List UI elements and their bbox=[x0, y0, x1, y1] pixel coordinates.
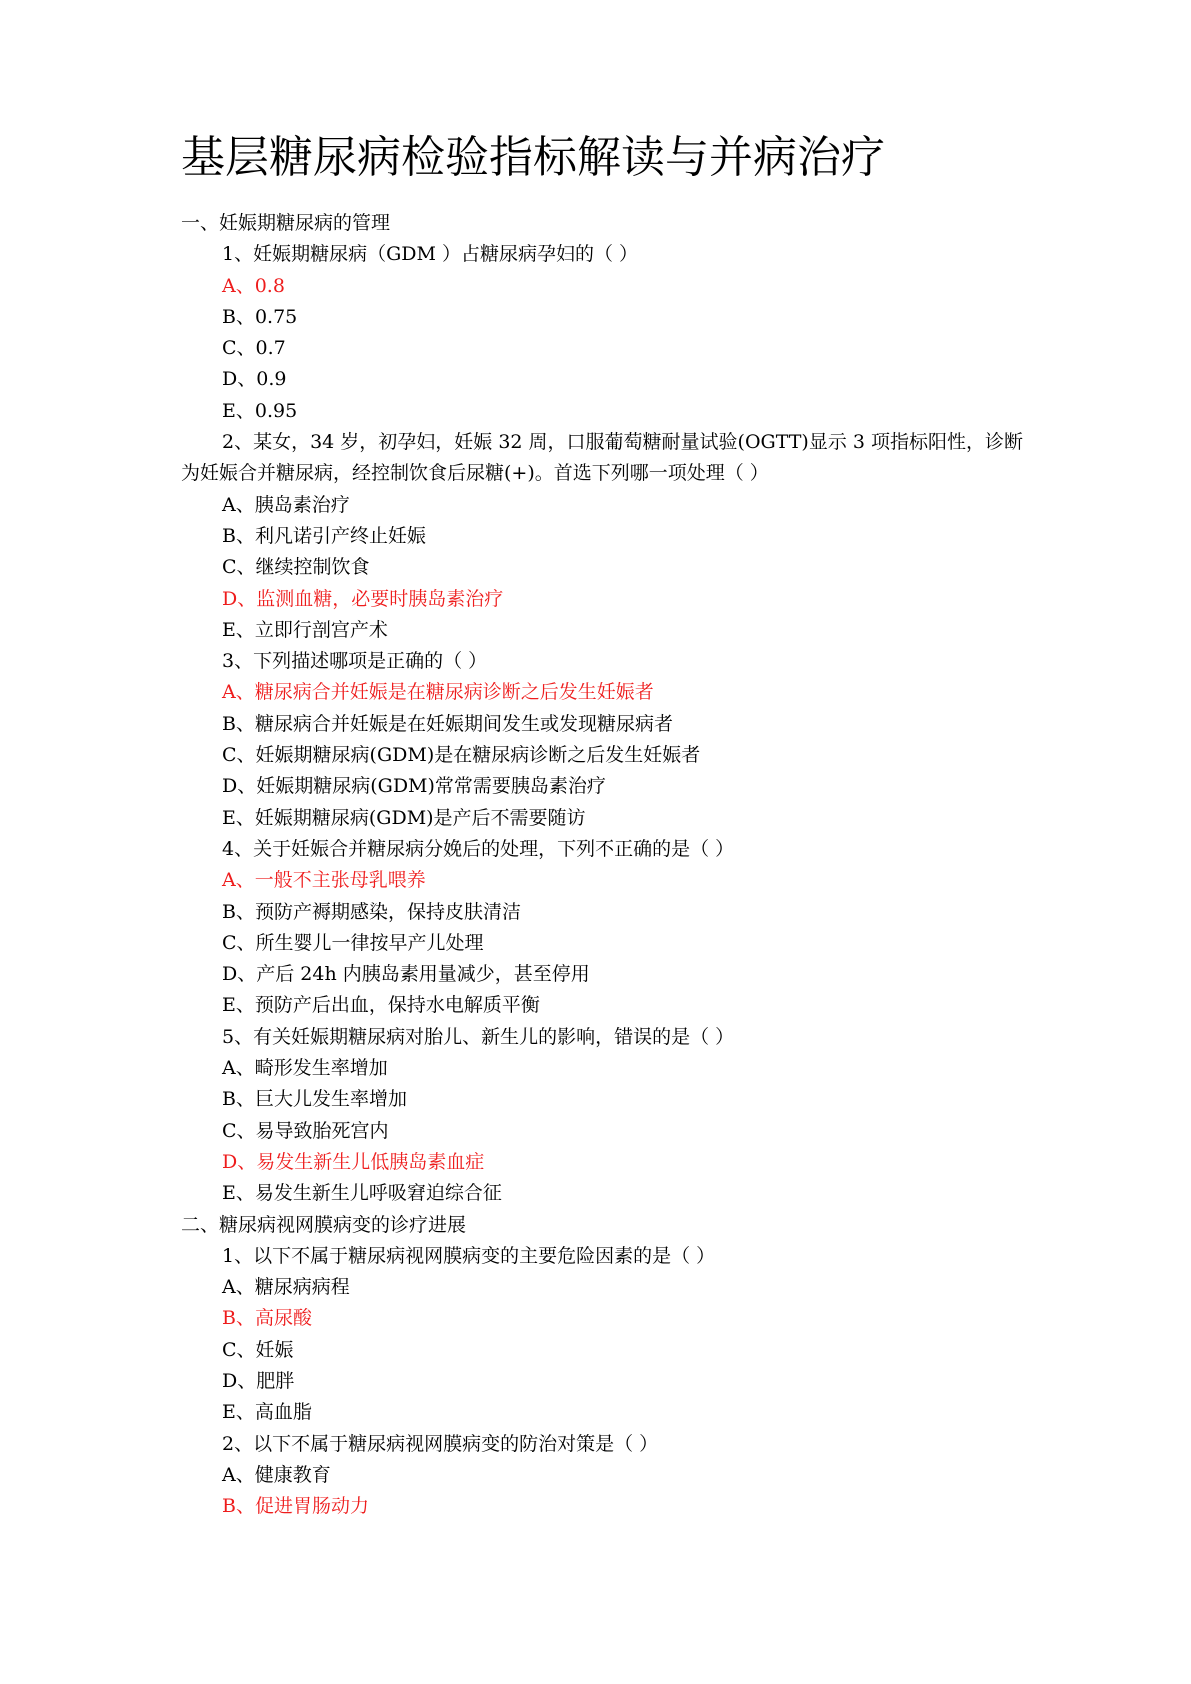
option-line: B、预防产褥期感染，保持皮肤清洁 bbox=[222, 900, 521, 923]
option-line: B、0.75 bbox=[222, 305, 298, 328]
question-text: 1、以下不属于糖尿病视网膜病变的主要危险因素的是（ ） bbox=[222, 1244, 716, 1267]
question-text: 2、以下不属于糖尿病视网膜病变的防治对策是（ ） bbox=[222, 1432, 659, 1455]
option-line: D、妊娠期糖尿病(GDM)常常需要胰岛素治疗 bbox=[222, 775, 606, 798]
document-title: 基层糖尿病检验指标解读与并病治疗 bbox=[181, 132, 885, 183]
question-text: 1、妊娠期糖尿病（GDM ）占糖尿病孕妇的（ ） bbox=[222, 243, 639, 266]
option-line: A、糖尿病病程 bbox=[222, 1276, 350, 1299]
option-line: D、0.9 bbox=[222, 368, 287, 391]
option-line: A、畸形发生率增加 bbox=[222, 1057, 388, 1080]
option-line: E、妊娠期糖尿病(GDM)是产后不需要随访 bbox=[222, 806, 586, 829]
correct-answer-option: B、促进胃肠动力 bbox=[222, 1495, 369, 1518]
option-line: C、0.7 bbox=[222, 337, 286, 360]
correct-answer-option: D、监测血糖，必要时胰岛素治疗 bbox=[222, 587, 504, 610]
question-text: 4、关于妊娠合并糖尿病分娩后的处理，下列不正确的是（ ） bbox=[222, 837, 735, 860]
correct-answer-option: B、高尿酸 bbox=[222, 1307, 312, 1330]
option-line: C、妊娠期糖尿病(GDM)是在糖尿病诊断之后发生妊娠者 bbox=[222, 744, 701, 767]
question-text: 2、某女，34 岁，初孕妇，妊娠 32 周，口服葡萄糖耐量试验(OGTT)显示 3 项指标阳性，诊断为妊娠合并糖尿病，经控制饮食后尿糖(+)。首选下列哪一项处理（ ） bbox=[181, 431, 1024, 485]
correct-answer-option: D、易发生新生儿低胰岛素血症 bbox=[222, 1150, 485, 1173]
option-line: B、利凡诺引产终止妊娠 bbox=[222, 524, 426, 547]
option-line: E、预防产后出血，保持水电解质平衡 bbox=[222, 994, 540, 1017]
correct-answer-option: A、0.8 bbox=[222, 274, 285, 297]
option-line: E、高血脂 bbox=[222, 1401, 312, 1424]
option-line: E、立即行剖宫产术 bbox=[222, 618, 388, 641]
correct-answer-option: A、糖尿病合并妊娠是在糖尿病诊断之后发生妊娠者 bbox=[222, 681, 654, 704]
section-heading: 二、糖尿病视网膜病变的诊疗进展 bbox=[181, 1213, 467, 1236]
question-text: 3、下列描述哪项是正确的（ ） bbox=[222, 650, 488, 673]
option-line: D、肥胖 bbox=[222, 1369, 295, 1392]
correct-answer-option: A、一般不主张母乳喂养 bbox=[222, 869, 426, 892]
section-heading: 一、妊娠期糖尿病的管理 bbox=[181, 212, 391, 234]
option-line: B、糖尿病合并妊娠是在妊娠期间发生或发现糖尿病者 bbox=[222, 712, 673, 735]
option-line: A、健康教育 bbox=[222, 1463, 331, 1486]
question-list bbox=[181, 208, 1031, 1522]
option-line: E、0.95 bbox=[222, 399, 298, 422]
option-line: B、巨大儿发生率增加 bbox=[222, 1088, 407, 1111]
option-line: C、继续控制饮食 bbox=[222, 556, 370, 579]
option-line: E、易发生新生儿呼吸窘迫综合征 bbox=[222, 1182, 502, 1205]
option-line: C、所生婴儿一律按早产儿处理 bbox=[222, 931, 484, 954]
question-text: 5、有关妊娠期糖尿病对胎儿、新生儿的影响，错误的是（ ） bbox=[222, 1025, 735, 1048]
option-line: A、胰岛素治疗 bbox=[222, 493, 350, 516]
option-line: C、易导致胎死宫内 bbox=[222, 1119, 389, 1142]
option-line: C、妊娠 bbox=[222, 1338, 294, 1361]
option-line: D、产后 24h 内胰岛素用量减少，甚至停用 bbox=[222, 963, 590, 986]
